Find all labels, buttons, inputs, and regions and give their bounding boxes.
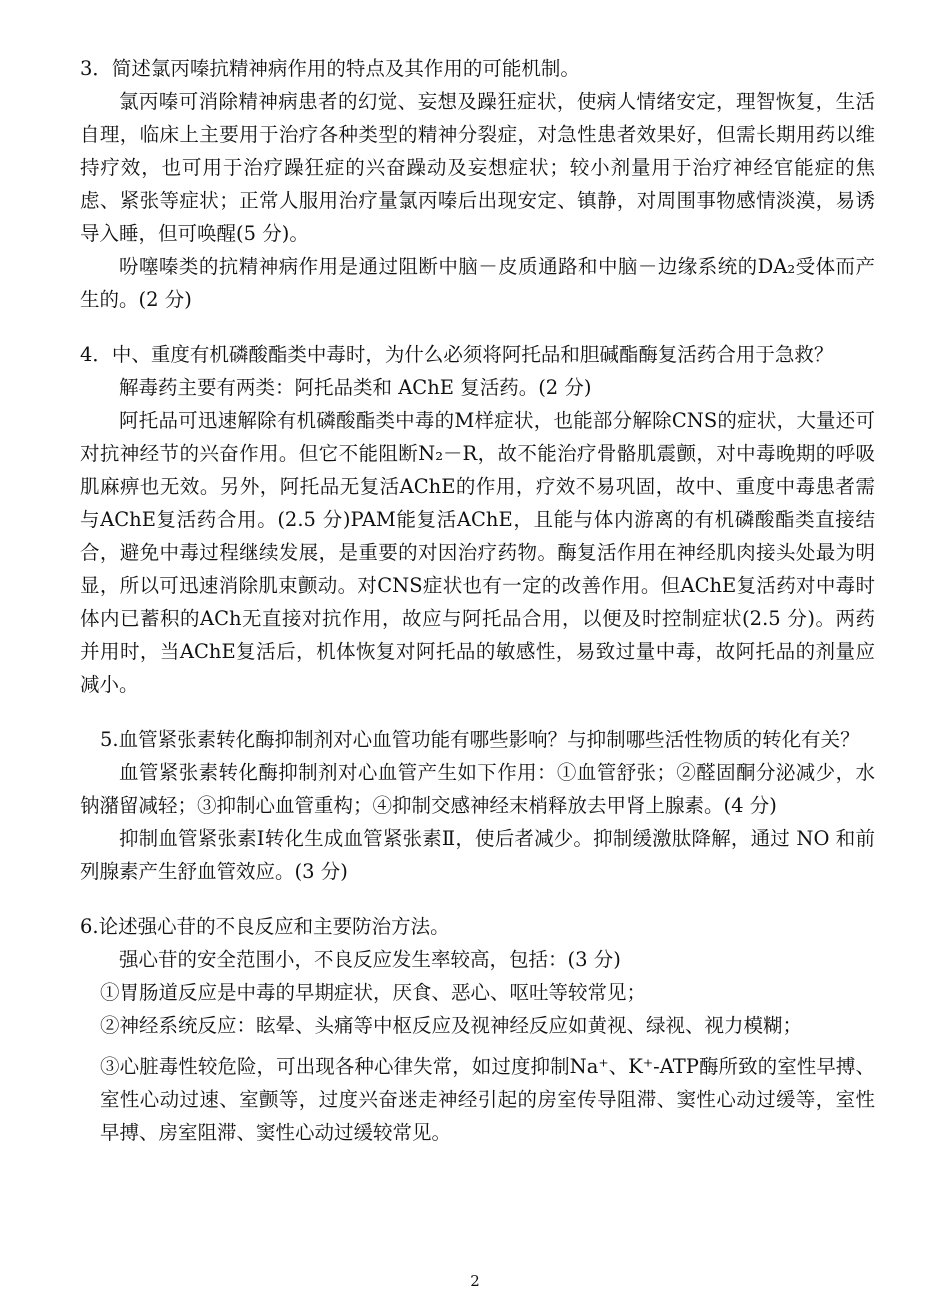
answer-paragraph: 阿托品可迅速解除有机磷酸酯类中毒的M样症状，也能部分解除CNS的症状，大量还可对抗神经节的兴奋作用。但它不能阻断N₂－R，故不能治疗骨骼肌震颤，对中毒晚期的呼吸肌麻痹也无效。另外，阿托品无复活AChE的作用，疗效不易巩固，故中、重度中毒患者需与AChE复活药合用。(2.5 分)PAM能复活AChE，且能与体内游离的有机磷酸酯类直接结合，避免中毒过程继续发展，是重要的对因治疗药物。酶复活作用在神经肌肉接头处最为明显，所以可迅速消除肌束颤动。对CNS症状也有一定的改善作用。但AChE复活药对中毒时体内已蓄积的ACh无直接对抗作用，故应与阿托品合用，以便及时控制症状(2.5 分)。两药并用时，当AChE复活后，机体恢复对阿托品的敏感性，易致过量中毒，故阿托品的剂量应减小。: [80, 409, 875, 696]
page-number: 2: [470, 1272, 480, 1290]
question-3: 3．简述氯丙嗪抗精神病作用的特点及其作用的可能机制。: [80, 57, 580, 80]
answer-paragraph: 氯丙嗪可消除精神病患者的幻觉、妄想及躁狂症状，使病人情绪安定，理智恢复，生活自理，临床上主要用于治疗各种类型的精神分裂症，对急性患者效果好，但需长期用药以维持疗效，也可用于治疗躁狂症的兴奋躁动及妄想症状；较小剂量用于治疗神经官能症的焦虑、紧张等症状；正常人服用治疗量氯丙嗪后出现安定、镇静，对周围事物感情淡漠，易诱导入睡，但可唤醒(5 分)。: [80, 90, 875, 245]
answer-paragraph: 血管紧张素转化酶抑制剂对心血管产生如下作用：①血管舒张；②醛固酮分泌减少，水钠潴留减轻；③抑制心血管重构；④抑制交感神经末梢释放去甲肾上腺素。(4 分): [80, 761, 875, 817]
answer-paragraph: 强心苷的安全范围小，不良反应发生率较高，包括：(3 分): [119, 948, 621, 971]
list-item: ①胃肠道反应是中毒的早期症状，厌食、恶心、呕吐等较常见；: [100, 981, 647, 1004]
answer-paragraph: 抑制血管紧张素Ⅰ转化生成血管紧张素Ⅱ，使后者减少。抑制缓激肽降解，通过 NO 和前列腺素产生舒血管效应。(3 分): [80, 827, 875, 883]
document-page: [80, 52, 875, 1149]
list-item: ②神经系统反应：眩晕、头痛等中枢反应及视神经反应如黄视、绿视、视力模糊；: [100, 1014, 803, 1037]
question-5: 5.血管紧张素转化酶抑制剂对心血管功能有哪些影响？与抑制哪些活性物质的转化有关？: [100, 728, 860, 751]
question-4: 4．中、重度有机磷酸酯类中毒时，为什么必须将阿托品和胆碱酯酶复活药合用于急救？: [80, 343, 834, 366]
list-item: ③心脏毒性较危险，可出现各种心律失常，如过度抑制Na⁺、K⁺-ATP酶所致的室性早搏、室性心动过速、室颤等，过度兴奋迷走神经引起的房室传导阻滞、窦性心动过缓等，室性早搏、房室阻滞、窦性心动过缓较常见。: [100, 1055, 875, 1144]
answer-paragraph: 吩噻嗪类的抗精神病作用是通过阻断中脑－皮质通路和中脑－边缘系统的DA₂受体而产生的。(2 分): [80, 255, 875, 311]
answer-paragraph: 解毒药主要有两类：阿托品类和 AChE 复活药。(2 分): [119, 376, 592, 399]
question-6: 6.论述强心苷的不良反应和主要防治方法。: [80, 915, 450, 938]
